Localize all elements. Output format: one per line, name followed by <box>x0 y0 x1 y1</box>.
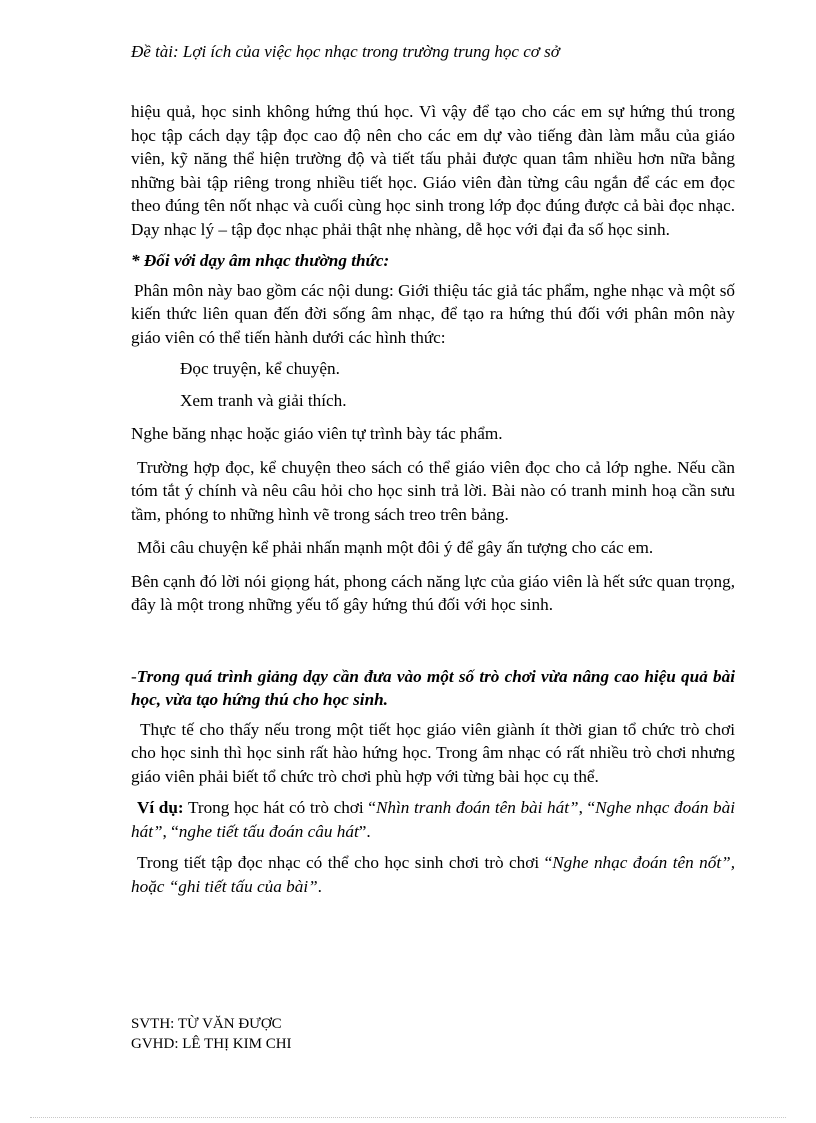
header-title: Đề tài: Lợi ích của việc học nhạc trong trường trung học cơ sở <box>131 42 560 61</box>
paragraph-teacher-style: Bên cạnh đó lời nói giọng hát, phong cách năng lực của giáo viên là hết sức quan trọng, đây là một trong những yếu tố gây hứng thú đối với học sinh. <box>131 571 735 614</box>
example-text: Trong học hát có trò chơi “ <box>183 798 376 817</box>
paragraph-sight-reading: hiệu quả, học sinh không hứng thú học. Vì vậy để tạo cho các em sự hứng thú trong học tập cách dạy tập đọc cao độ nên cho các em dự vào tiếng đàn làm mẫu của giáo viên, kỹ năng thể hiện trường độ và tiết tấu phải được quan tâm nhiều hơn nữa bằng những bài tập riêng trong nhiều tiết học. Giáo viên đàn từng câu ngắn để các em đọc theo đúng tên nốt nhạc và cuối cùng học sinh trong lớp đọc đúng được cả bài đọc nhạc. Dạy nhạc lý – tập đọc nhạc phải thật nhẹ nhàng, dễ học với đại đa số học sinh. <box>131 102 735 239</box>
list-item: Xem tranh và giải thích. <box>180 390 347 410</box>
heading-music-appreciation: * Đối với dạy âm nhạc thường thức: <box>131 251 390 270</box>
section-heading-games <box>131 665 735 712</box>
game-name: Nghe nhạc đoán tên nốt”, hoặc “ghi tiết tấu của bài” <box>131 853 735 896</box>
paragraph-music-appreciation: Phân môn này bao gồm các nội dung: Giới thiệu tác giả tác phẩm, nghe nhạc và một số kiến thức liên quan đến đời sống âm nhạc, để tạo ra hứng thú đối với phân môn này giáo viên có thể tiến hành dưới các hình thức: <box>131 280 735 347</box>
example-label: Ví dụ: <box>137 798 184 817</box>
paragraph-sight-reading-games <box>131 851 735 898</box>
paragraph-games-reality: Thực tế cho thấy nếu trong một tiết học giáo viên giành ít thời gian tổ chức trò chơi cho học sinh thì học sinh rất hào hứng học. Trong âm nhạc có rất nhiều trò chơi nhưng giáo viên phải biết tổ chức trò chơi phù hợp với từng bài học cụ thể. <box>131 719 735 786</box>
separator: , “ <box>162 821 179 841</box>
footer-student: SVTH: TỪ VĂN ĐƯỢC <box>131 1016 282 1032</box>
sight-reading-text: Trong tiết tập đọc nhạc có thể cho học sinh chơi trò chơi “ <box>137 853 553 872</box>
footer-supervisor: GVHD: LÊ THỊ KIM CHI <box>131 1036 292 1052</box>
list-item: Đọc truyện, kể chuyện. <box>180 359 340 378</box>
separator: ”. <box>358 821 371 841</box>
paragraph-storytelling: Trường hợp đọc, kể chuyện theo sách có thể giáo viên đọc cho cả lớp nghe. Nếu cần tóm tắt ý chính và nêu câu hỏi cho học sinh trả lời. Bài nào có tranh minh hoạ cần sưu tầm, phóng to những hình vẽ trong sách treo trên bảng. <box>131 457 735 524</box>
document-body <box>131 100 735 898</box>
separator: , “ <box>578 798 596 817</box>
page-bottom-divider <box>30 1117 786 1118</box>
page-header <box>131 40 751 64</box>
section-dash: - <box>131 666 137 686</box>
paragraph-example <box>131 796 735 843</box>
section-title-text: Trong quá trình giảng dạy cần đưa vào một số trò chơi vừa nâng cao hiệu quả bài học, vừa tạo hứng thú cho học sinh. <box>131 666 735 709</box>
separator: . <box>317 876 322 896</box>
game-name: Nghe nhạc đoán bài hát” <box>131 798 736 841</box>
list-item: Nghe băng nhạc hoặc giáo viên tự trình bày tác phẩm. <box>131 424 503 443</box>
game-name: Nhìn tranh đoán tên bài hát” <box>375 798 579 817</box>
game-name: nghe tiết tấu đoán câu hát <box>178 821 359 841</box>
paragraph-emphasis: Mỗi câu chuyện kể phải nhấn mạnh một đôi ý để gây ấn tượng cho các em. <box>137 538 654 557</box>
page-footer <box>131 1014 292 1054</box>
